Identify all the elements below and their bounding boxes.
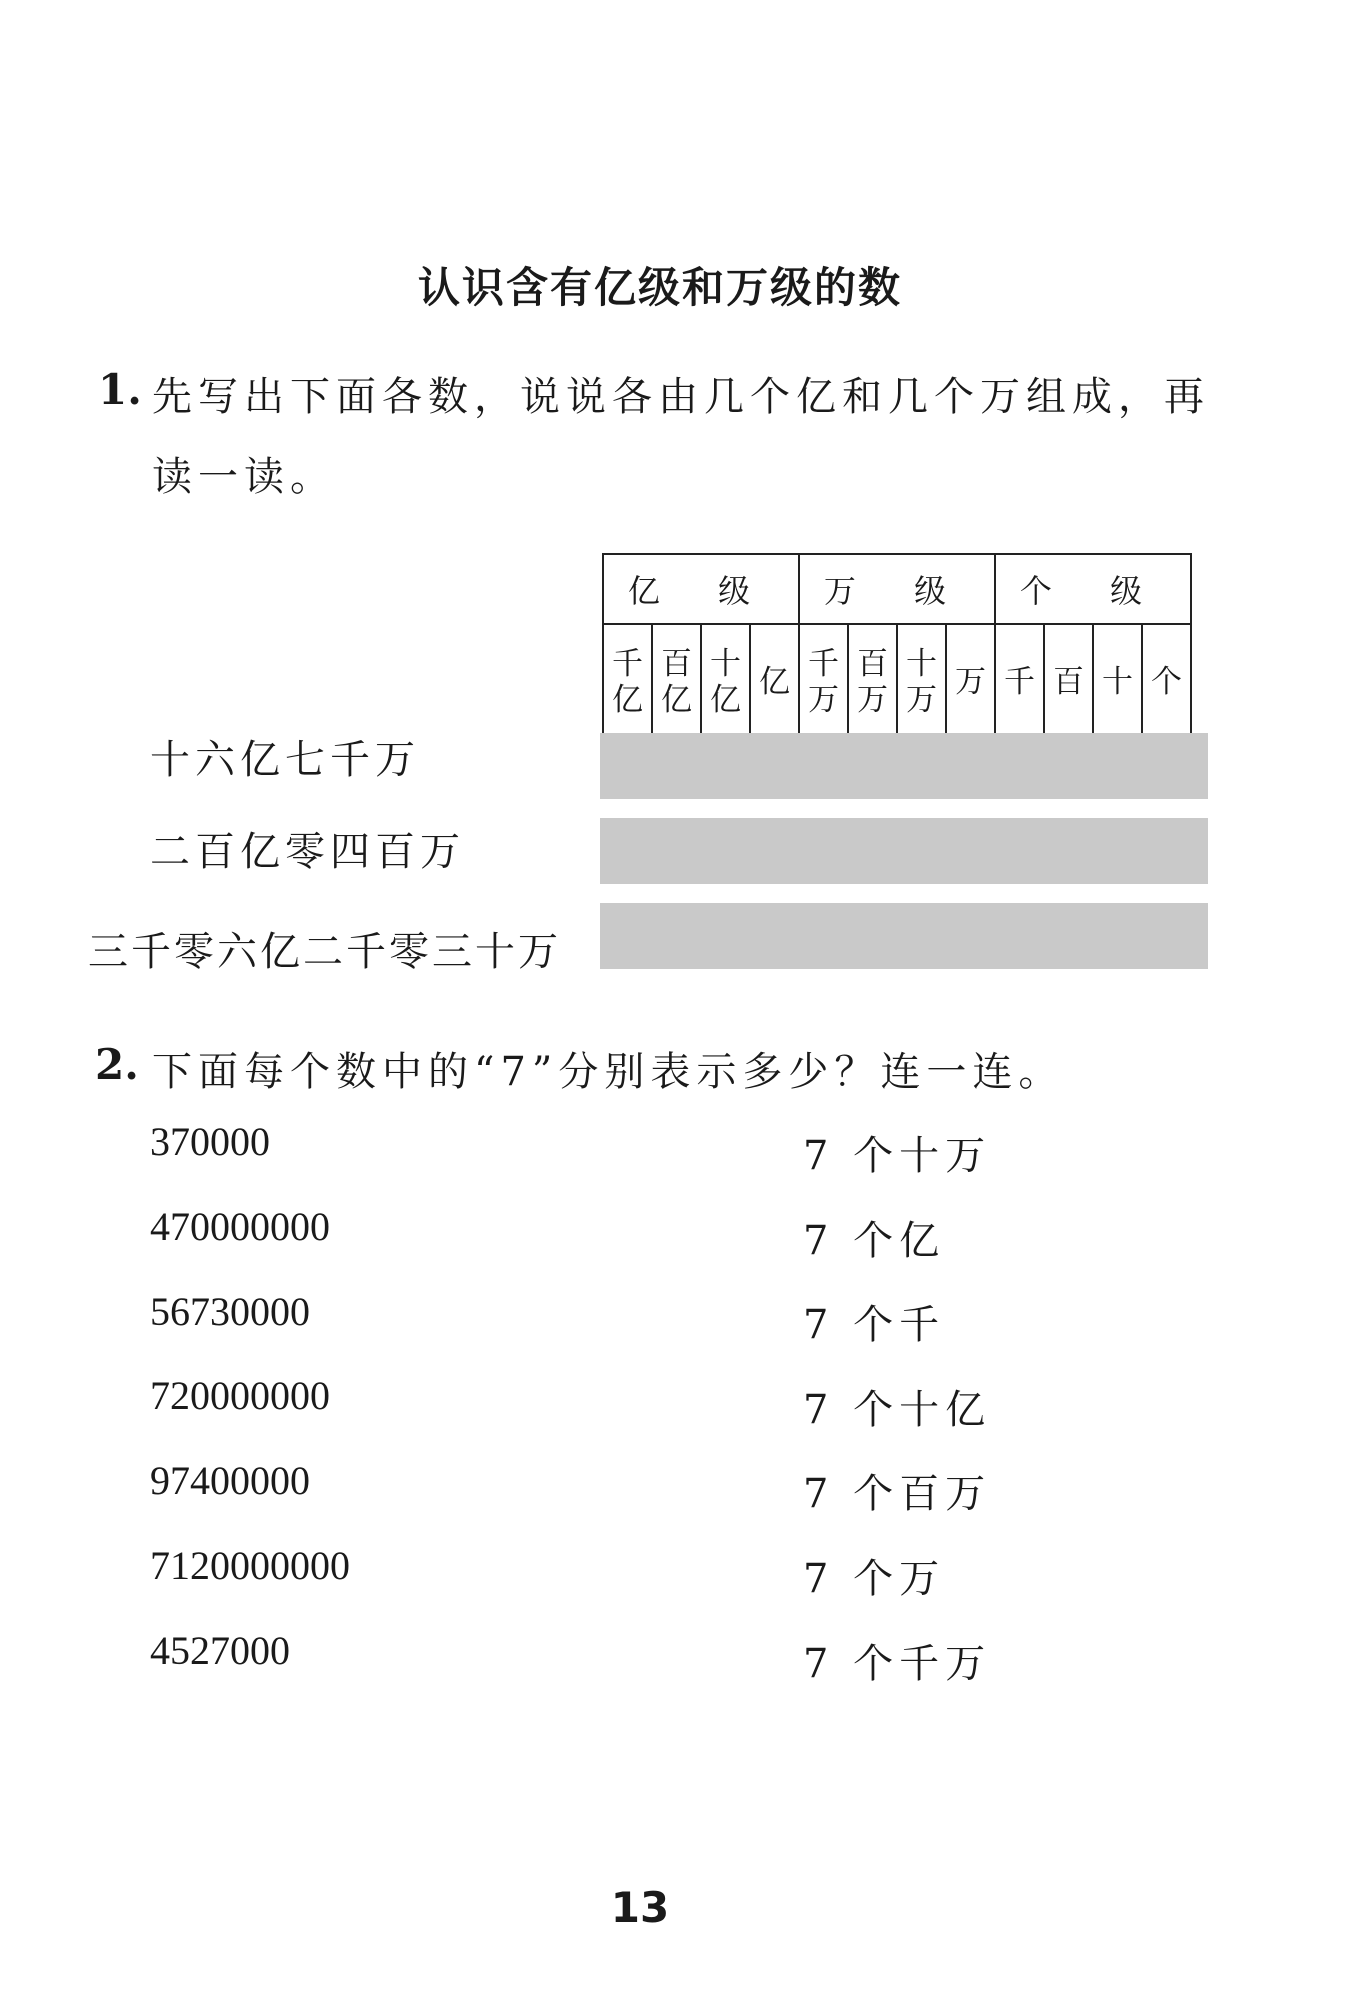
place-header: 千 xyxy=(995,624,1044,740)
answer-item[interactable]: 7 个十万 xyxy=(803,1133,992,1179)
answer-item[interactable]: 7 个亿 xyxy=(803,1218,946,1264)
number-item[interactable]: 470000000 xyxy=(150,1204,330,1249)
answer-item[interactable]: 7 个十亿 xyxy=(803,1387,992,1433)
place-header: 十亿 xyxy=(701,624,750,740)
place-header: 万 xyxy=(946,624,995,740)
page-number: 13 xyxy=(610,1883,670,1932)
level-ge-header: 个 级 xyxy=(995,554,1191,624)
place-value-table xyxy=(602,553,1192,741)
place-header: 百亿 xyxy=(652,624,701,740)
answer-item[interactable]: 7 个万 xyxy=(803,1556,946,1602)
place-header: 个 xyxy=(1142,624,1191,740)
question-1-number: 1. xyxy=(98,365,142,414)
number-item[interactable]: 4527000 xyxy=(150,1628,290,1673)
number-item[interactable]: 720000000 xyxy=(150,1373,330,1418)
answer-row-shaded[interactable] xyxy=(600,733,1208,799)
question-2-number: 2. xyxy=(95,1040,139,1089)
question-1-text-line1: 先写出下面各数，说说各由几个亿和几个万组成，再 xyxy=(152,374,1210,420)
number-item[interactable]: 56730000 xyxy=(150,1289,310,1334)
place-header: 千亿 xyxy=(603,624,652,740)
number-row-label: 十六亿七千万 xyxy=(150,737,420,783)
place-header: 千万 xyxy=(799,624,848,740)
place-header: 百 xyxy=(1044,624,1093,740)
answer-item[interactable]: 7 个千 xyxy=(803,1302,946,1348)
question-2-text: 下面每个数中的“7”分别表示多少？连一连。 xyxy=(152,1049,1065,1095)
place-header: 百万 xyxy=(848,624,897,740)
number-item[interactable]: 7120000000 xyxy=(150,1543,350,1588)
number-item[interactable]: 370000 xyxy=(150,1119,270,1164)
place-header: 十 xyxy=(1093,624,1142,740)
page-title: 认识含有亿级和万级的数 xyxy=(417,263,902,312)
answer-item[interactable]: 7 个百万 xyxy=(803,1471,992,1517)
answer-row-shaded[interactable] xyxy=(600,903,1208,969)
place-header: 亿 xyxy=(750,624,799,740)
question-1-text-line2: 读一读。 xyxy=(152,454,336,500)
level-wan-header: 万 级 xyxy=(799,554,995,624)
number-row-label: 三千零六亿二千零三十万 xyxy=(88,929,561,975)
number-row-label: 二百亿零四百万 xyxy=(150,829,465,875)
level-yi-header: 亿 级 xyxy=(603,554,799,624)
place-header: 十万 xyxy=(897,624,946,740)
answer-row-shaded[interactable] xyxy=(600,818,1208,884)
answer-item[interactable]: 7 个千万 xyxy=(803,1641,992,1687)
number-item[interactable]: 97400000 xyxy=(150,1458,310,1503)
